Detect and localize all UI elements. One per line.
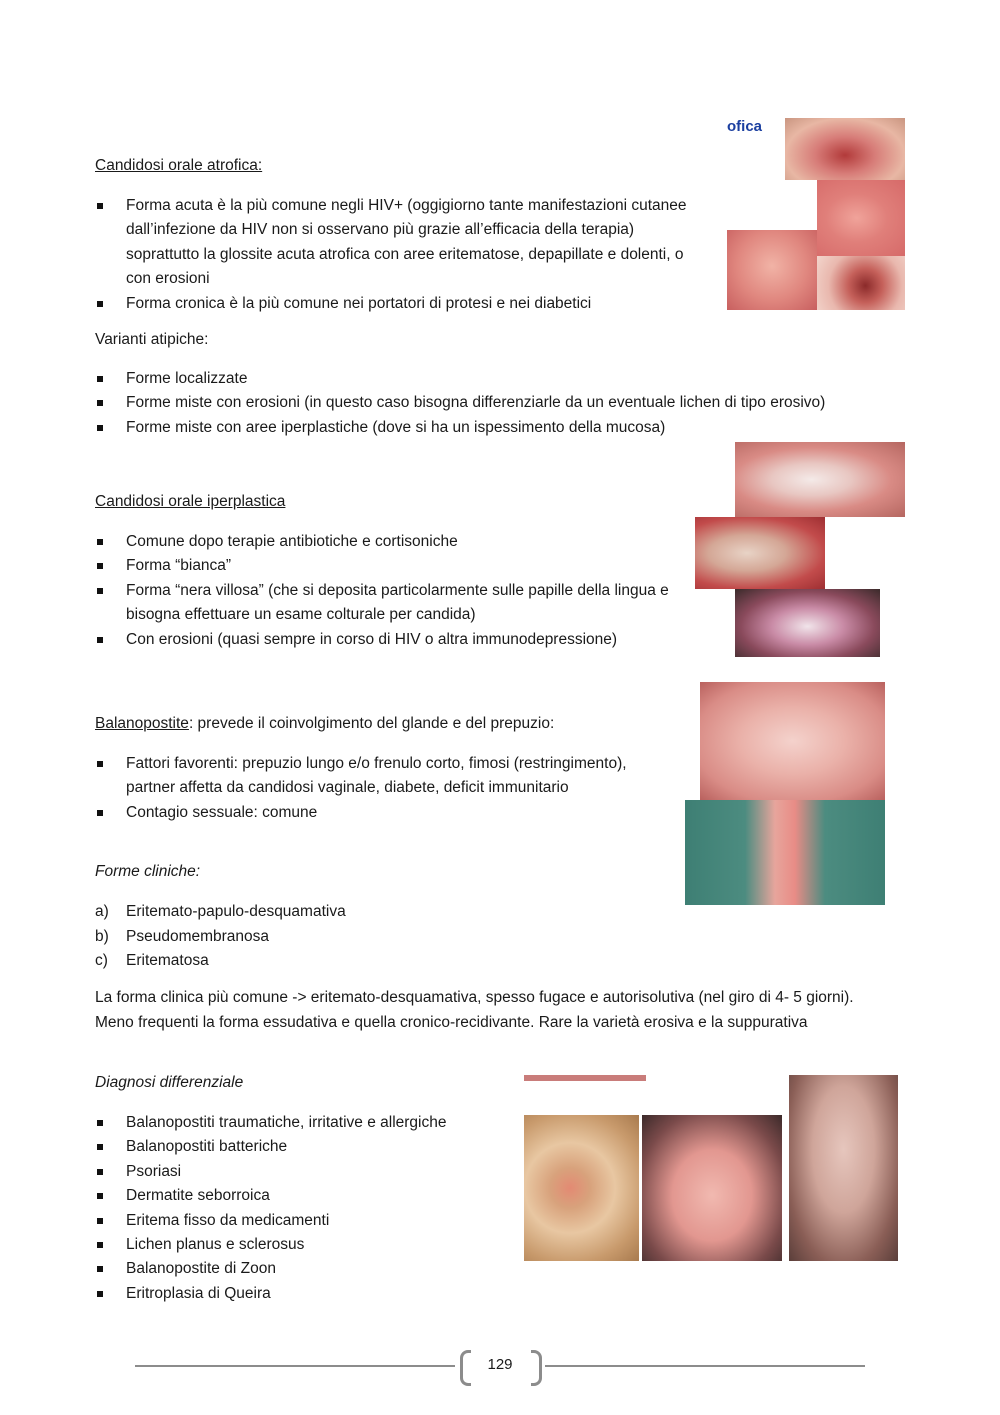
list-item: Balanopostiti batteriche <box>95 1135 515 1159</box>
list-item: Contagio sessuale: comune <box>95 801 665 825</box>
photo-glans <box>700 682 885 800</box>
bullet-list-varianti <box>95 367 915 440</box>
list-marker: a) <box>95 903 109 920</box>
bullet-list-diagnosi <box>95 1111 515 1306</box>
list-item: Psoriasi <box>95 1160 515 1184</box>
bullet-list-balanopostite <box>95 752 665 825</box>
list-item: Eritroplasia di Queira <box>95 1282 515 1306</box>
footer-rule-right <box>545 1365 865 1367</box>
list-marker: c) <box>95 952 108 970</box>
list-item: Con erosioni (quasi sempre in corso di HIV o altra immunodepressione) <box>95 628 675 652</box>
section-heading-varianti: Varianti atipiche: <box>95 331 209 348</box>
list-item: Comune dopo terapie antibiotiche e cortisoniche <box>95 530 675 554</box>
list-item <box>95 900 595 925</box>
list-item: Balanopostiti traumatiche, irritative e allergiche <box>95 1111 515 1135</box>
photo-tongue-erythema <box>817 180 905 256</box>
list-item-text: Pseudomembranosa <box>126 927 270 945</box>
section-heading-candidosi-iperplastica: Candidosi orale iperplastica <box>95 493 286 510</box>
list-item <box>95 925 595 950</box>
photo-erosive-tongue <box>735 589 880 657</box>
section-heading-balanopostite <box>95 715 554 733</box>
list-item: Lichen planus e sclerosus <box>95 1233 515 1257</box>
page-number: 129 <box>487 1356 513 1373</box>
lettered-list-forme-cliniche <box>95 900 595 974</box>
list-item <box>95 949 595 974</box>
bullet-list-atrofica <box>95 194 695 316</box>
list-item: Forma “bianca” <box>95 554 675 578</box>
list-item: Fattori favorenti: prepuzio lungo e/o frenulo corto, fimosi (restringimento), partner affetta da candidosi vaginale, diabete, deficit immunitario <box>95 752 665 801</box>
list-item: Forma “nera villosa” (che si deposita particolarmente sulle papille della lingua e bisogna effettuare un esame colturale per candida) <box>95 579 675 628</box>
photo-lesion-1 <box>524 1115 639 1261</box>
list-item: Forme localizzate <box>95 367 915 391</box>
list-item-text: Eritemato-papulo-desquamativa <box>126 903 346 920</box>
photo-tongue-atrophic <box>727 230 817 310</box>
balanopostite-definition: : prevede il coinvolgimento del glande e del prepuzio: <box>188 715 555 732</box>
photo-oral-cavity <box>817 256 905 310</box>
photo-lips <box>785 118 905 180</box>
paragraph-forma-clinica: La forma clinica più comune -> eritemato-desquamativa, spesso fugace e autorisolutiva (nel giro di 4- 5 giorni). Meno frequenti la forma essudativa e quella cronico-recidivante. Rare la varietà erosiva e la suppurativa <box>95 989 854 1031</box>
balanopostite-term: Balanopostite <box>95 715 189 732</box>
list-item: Forma acuta è la più comune negli HIV+ (oggigiorno tante manifestazioni cutanee dall’infezione da HIV non si osservano più grazie all’efficacia della terapia) soprattutto la glossite acuta atrofica con aree eritematose, depapillate e dolenti, o con erosioni <box>95 194 695 292</box>
photo-lesion-2 <box>642 1115 782 1261</box>
list-marker: b) <box>95 927 109 945</box>
bullet-list-iperplastica <box>95 530 675 652</box>
list-item: Dermatite seborroica <box>95 1184 515 1208</box>
list-item: Eritema fisso da medicamenti <box>95 1209 515 1233</box>
figure-oral-atrophic-candidiasis <box>727 118 905 310</box>
section-heading-candidosi-atrofica: Candidosi orale atrofica: <box>95 157 263 174</box>
photo-white-tongue <box>735 442 905 517</box>
photo-black-hairy-tongue <box>695 517 825 589</box>
photo-foreskin <box>685 800 885 905</box>
list-item-text: Eritematosa <box>126 952 209 970</box>
photo-lesion-3 <box>789 1075 898 1261</box>
figure-differential-diagnosis <box>524 1075 898 1261</box>
figure-balanoposthitis <box>685 682 885 905</box>
list-item: Forme miste con erosioni (in questo caso bisogna differenziarle da un eventuale lichen di tipo erosivo) <box>95 391 915 415</box>
photo-strip <box>524 1075 646 1081</box>
section-heading-forme-cliniche: Forme cliniche: <box>95 863 201 880</box>
footer-bracket-right <box>531 1350 542 1386</box>
footer-rule-left <box>135 1365 455 1367</box>
list-item: Forma cronica è la più comune nei portatori di protesi e nei diabetici <box>95 292 695 316</box>
list-item: Balanopostite di Zoon <box>95 1257 515 1281</box>
list-item: Forme miste con aree iperplastiche (dove si ha un ispessimento della mucosa) <box>95 416 915 440</box>
figure-oral-hyperplastic-candidiasis <box>695 442 905 657</box>
section-heading-diagnosi-differenziale: Diagnosi differenziale <box>95 1074 244 1091</box>
figure-label: ofica <box>727 118 763 135</box>
